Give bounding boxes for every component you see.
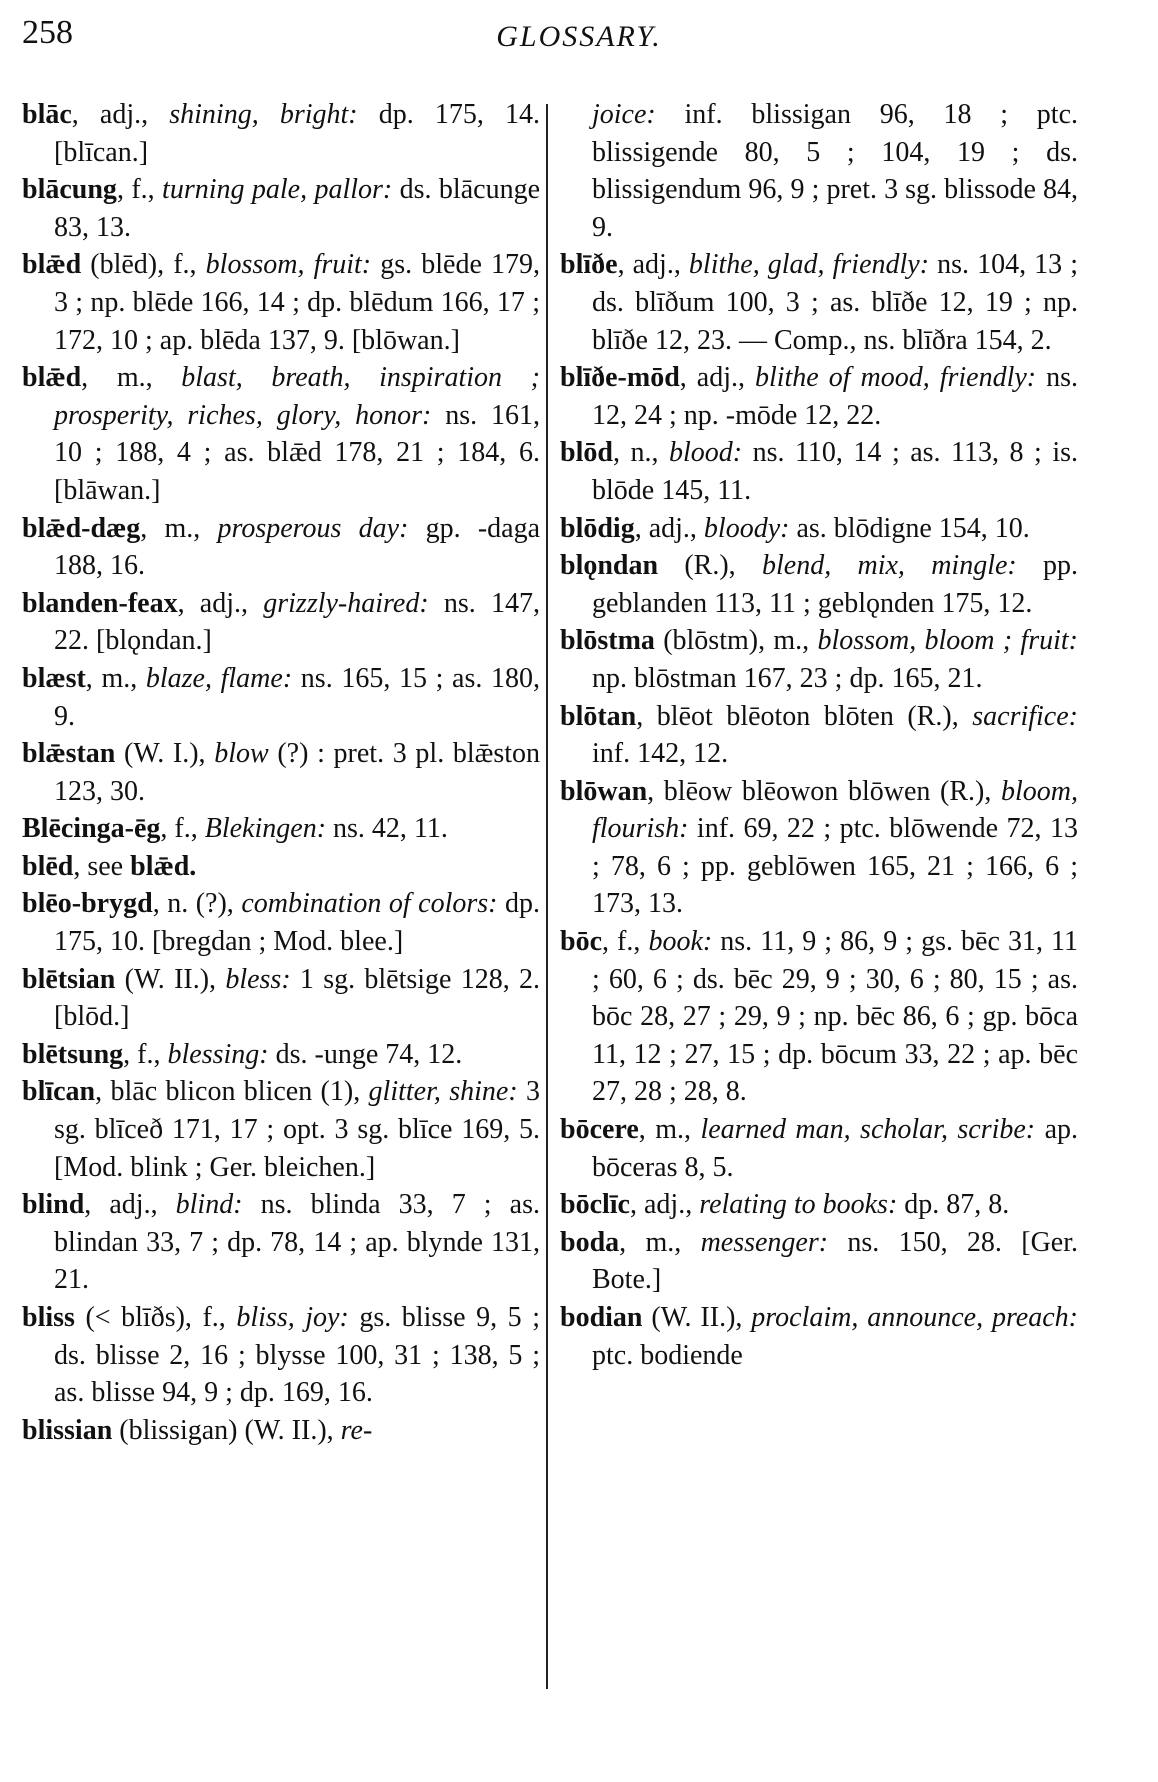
definition: shining, bright: — [169, 99, 358, 130]
definition: bloom, flourish: — [592, 775, 1078, 845]
headword: blanden-feax — [22, 587, 178, 619]
headword: blōstma — [560, 625, 655, 657]
definition: glitter, shine: — [368, 1076, 518, 1108]
glossary-entry — [22, 1073, 540, 1186]
entry-text: ns. blinda 33, 7 ; as. blindan 33, 7 ; dp. 78, 14 ; ap. blynde 131, 21. — [54, 1189, 540, 1296]
headword: bliss — [22, 1302, 75, 1333]
entry-text: gp. -daga 188, 16. — [54, 512, 541, 582]
headword: blētsung — [22, 1038, 124, 1070]
definition: blithe, glad, friendly: — [688, 249, 930, 281]
glossary-entry — [22, 585, 540, 660]
entry-text: , blēot blēoton blōten (R.), — [636, 700, 973, 732]
glossary-entry — [560, 1186, 1078, 1224]
entry-text: , m., — [638, 1114, 701, 1146]
headword: blōdig — [560, 512, 635, 544]
headword: blīðe-mōd — [560, 362, 680, 394]
glossary-entry — [560, 923, 1078, 1111]
headword: Blēcinga-ēg — [22, 813, 161, 845]
entry-text: ns. 147, 22. [blǫndan.] — [54, 587, 540, 657]
glossary-entry — [560, 698, 1078, 773]
entry-text: ptc. bodiende — [592, 1339, 743, 1371]
glossary-entry — [560, 1111, 1078, 1186]
definition: blood: — [668, 437, 743, 469]
entry-text: (blissigan) (W. II.), — [112, 1414, 341, 1446]
definition: sacrifice: — [972, 700, 1078, 732]
entry-text: inf. 69, 22 ; ptc. blōwende 72, 13 ; 78, 6 ; pp. geblōwen 165, 21 ; 166, 6 ; 173, 13. — [592, 813, 1078, 920]
definition: blend, mix, mingle: — [761, 550, 1017, 582]
entry-text: , adj., — [679, 362, 755, 394]
entry-text: pp. geblanden 113, 11 ; geblǫnden 175, 12. — [592, 550, 1079, 619]
column-divider — [546, 104, 548, 1689]
glossary-entry — [560, 510, 1078, 548]
entry-text: , f., — [116, 174, 163, 206]
headword: blissian — [22, 1414, 113, 1446]
glossary-entry — [560, 434, 1078, 509]
entry-text: , m., — [81, 362, 182, 394]
entry-text: 1 sg. blētsige 128, 2. [blōd.] — [54, 963, 540, 1033]
entry-text: , n. (?), — [152, 888, 242, 920]
entry-text: as. blōdigne 154, 10. — [789, 512, 1030, 544]
definition: bless: — [225, 963, 291, 995]
entry-text: inf. blissigan 96, 18 ; ptc. blissigende 80, 5 ; 104, 19 ; ds. blissigendum 96, 9 ; pret. 3 sg. blissode 84, 9. — [592, 99, 1078, 243]
definition: proclaim, announce, preach: — [751, 1302, 1078, 1333]
headword: blēo-brygd — [22, 888, 153, 920]
definition: combination of colors: — [241, 888, 498, 920]
glossary-column-right — [560, 96, 1078, 1374]
glossary-entry — [22, 510, 540, 585]
headword: blāc — [22, 99, 72, 130]
page-number: 258 — [22, 14, 73, 51]
glossary-entry — [22, 359, 540, 509]
definition: relating to books: — [699, 1189, 898, 1221]
glossary-entry — [22, 171, 540, 246]
entry-text: , adj., — [634, 512, 704, 544]
definition: re- — [340, 1414, 373, 1446]
definition: prosperous day: — [217, 512, 409, 544]
headword: blācung — [22, 174, 117, 206]
definition: Blekingen: — [204, 813, 327, 845]
definition: messenger: — [700, 1226, 829, 1258]
definition: blithe of mood, friendly: — [754, 362, 1037, 394]
glossary-entry — [22, 1299, 540, 1412]
definition: learned man, scholar, scribe: — [700, 1114, 1036, 1146]
entry-text: , f., — [602, 926, 649, 958]
entry-text: (blōstm), m., — [654, 625, 818, 657]
entry-text: , m., — [140, 512, 218, 544]
glossary-entry — [22, 96, 540, 171]
entry-text: (?) : pret. 3 pl. blǣston 123, 30. — [54, 738, 540, 807]
definition: joice: — [592, 99, 656, 130]
headword: blīcan — [22, 1076, 96, 1108]
entry-text: , f., — [160, 813, 205, 845]
entry-text: (W. I.), — [115, 738, 215, 770]
entry-text: , see — [73, 850, 131, 882]
headword: blētsian — [22, 963, 116, 995]
headword: blǣd — [22, 362, 82, 394]
glossary-column-left — [22, 96, 540, 1449]
headword: bōclīc — [560, 1189, 630, 1221]
headword: blōd — [560, 437, 613, 469]
headword: blind — [22, 1189, 85, 1221]
entry-text: dp. 87, 8. — [897, 1189, 1010, 1221]
entry-text: , blāc blicon blicen (1), — [95, 1076, 369, 1108]
definition: bliss, joy: — [236, 1302, 349, 1333]
entry-text: gs. blisse 9, 5 ; ds. blisse 2, 16 ; blysse 100, 31 ; 138, 5 ; as. blisse 94, 9 ; dp. 169, 16. — [54, 1302, 540, 1409]
headword: bodian — [560, 1302, 643, 1333]
glossary-entry — [22, 810, 540, 848]
entry-text: ds. -unge 74, 12. — [268, 1038, 463, 1070]
entry-text: , adj., — [630, 1189, 700, 1221]
glossary-entry — [22, 885, 540, 960]
definition: blind: — [175, 1189, 243, 1221]
entry-text: , adj., — [71, 99, 170, 130]
definition: blossom, bloom ; fruit: — [817, 625, 1078, 657]
entry-text: ns. 110, 14 ; as. 113, 8 ; is. blōde 145, 11. — [592, 437, 1078, 506]
entry-text: ns. 150, 28. [Ger. Bote.] — [592, 1226, 1078, 1296]
glossary-entry — [22, 660, 540, 735]
entry-text: 3 sg. blīceð 171, 17 ; opt. 3 sg. blīce 169, 5. [Mod. blink ; Ger. bleichen.] — [54, 1076, 540, 1183]
headword: boda — [560, 1226, 620, 1258]
entry-text: ns. 12, 24 ; np. -mōde 12, 22. — [592, 362, 1078, 431]
entry-text: , adj., — [84, 1189, 176, 1221]
entry-text: ns. 165, 15 ; as. 180, 9. — [54, 662, 541, 732]
glossary-entry — [22, 848, 540, 886]
glossary-entry — [560, 246, 1078, 359]
entry-text: (R.), — [658, 550, 762, 582]
entry-text: , adj., — [617, 249, 689, 281]
glossary-entry — [560, 773, 1078, 923]
entry-text: dp. 175, 10. [bregdan ; Mod. blee.] — [54, 888, 541, 958]
definition: blessing: — [167, 1038, 269, 1070]
definition: blast, breath, inspiration ; prosperity, riches, glory, honor: — [54, 362, 540, 431]
glossary-entry — [560, 1299, 1078, 1374]
glossary-entry — [22, 1186, 540, 1299]
definition: book: — [648, 926, 713, 958]
definition: blossom, fruit: — [205, 249, 372, 281]
headword: blǣd — [22, 249, 82, 281]
definition: blaze, flame: — [145, 662, 293, 694]
running-head: GLOSSARY. — [496, 20, 662, 53]
glossary-entry — [22, 1036, 540, 1074]
headword: bōc — [560, 926, 602, 958]
glossary-entry — [560, 622, 1078, 697]
headword: blīðe — [560, 249, 618, 281]
glossary-entry — [22, 246, 540, 359]
entry-text: ap. bōceras 8, 5. — [592, 1114, 1079, 1183]
headword: blǫndan — [560, 550, 659, 582]
entry-text: (W. II.), — [642, 1302, 752, 1333]
headword: bōcere — [560, 1114, 639, 1146]
glossary-entry — [560, 96, 1078, 246]
entry-text: , adj., — [177, 587, 264, 619]
entry-text: ns. 161, 10 ; 188, 4 ; as. blǣd 178, 21 ; 184, 6. [blāwan.] — [54, 399, 540, 506]
headword: blæst — [22, 662, 86, 694]
glossary-entry — [22, 735, 540, 810]
entry-text: ns. 104, 13 ; ds. blīðum 100, 3 ; as. blīðe 12, 19 ; np. blīðe 12, 23. — Comp., ns. blīðra 154, 2. — [592, 249, 1078, 356]
entry-text: ns. 42, 11. — [326, 813, 448, 845]
entry-text: , blēow blēowon blōwen (R.), — [647, 775, 1001, 807]
entry-text: , f., — [123, 1038, 168, 1070]
entry-text: np. blōstman 167, 23 ; dp. 165, 21. — [592, 662, 983, 694]
glossary-entry — [560, 1224, 1078, 1299]
glossary-entry — [22, 961, 540, 1036]
glossary-entry — [560, 359, 1078, 434]
entry-text: , m., — [85, 662, 146, 694]
definition: blow — [214, 738, 269, 770]
headword: blōwan — [560, 775, 648, 807]
headword: blǣd-dæg — [22, 512, 141, 544]
entry-text: (blēd), f., — [81, 249, 206, 281]
definition: grizzly-haired: — [263, 587, 429, 619]
headword: blǣd. — [130, 850, 197, 882]
glossary-entry — [22, 1412, 540, 1450]
glossary-entry — [560, 547, 1078, 622]
entry-text: (< blīðs), f., — [74, 1302, 237, 1333]
entry-text: ds. blācunge 83, 13. — [54, 174, 540, 243]
entry-text: dp. 175, 14. [blīcan.] — [54, 99, 541, 168]
entry-text: inf. 142, 12. — [592, 738, 729, 770]
headword: blēd — [22, 850, 74, 882]
entry-text: gs. blēde 179, 3 ; np. blēde 166, 14 ; dp. blēdum 166, 17 ; 172, 10 ; ap. blēda 137, 9. [blōwan.] — [54, 249, 540, 356]
definition: turning pale, pallor: — [162, 174, 393, 206]
entry-text: , m., — [619, 1226, 701, 1258]
entry-text: ns. 11, 9 ; 86, 9 ; gs. bēc 31, 11 ; 60, 6 ; ds. bēc 29, 9 ; 30, 6 ; 80, 15 ; as. bōc 28, 27 ; 29, 9 ; np. bēc 86, 6 ; gp. bōca 11, 12 ; 27, 15 ; dp. bōcum 33, 22 ; ap. bēc 27, 28 ; 28, 8. — [592, 926, 1078, 1108]
headword: blǣstan — [22, 738, 116, 770]
headword: blōtan — [560, 700, 637, 732]
entry-text: (W. II.), — [115, 963, 226, 995]
definition: bloody: — [703, 512, 790, 544]
entry-text: , n., — [612, 437, 669, 469]
